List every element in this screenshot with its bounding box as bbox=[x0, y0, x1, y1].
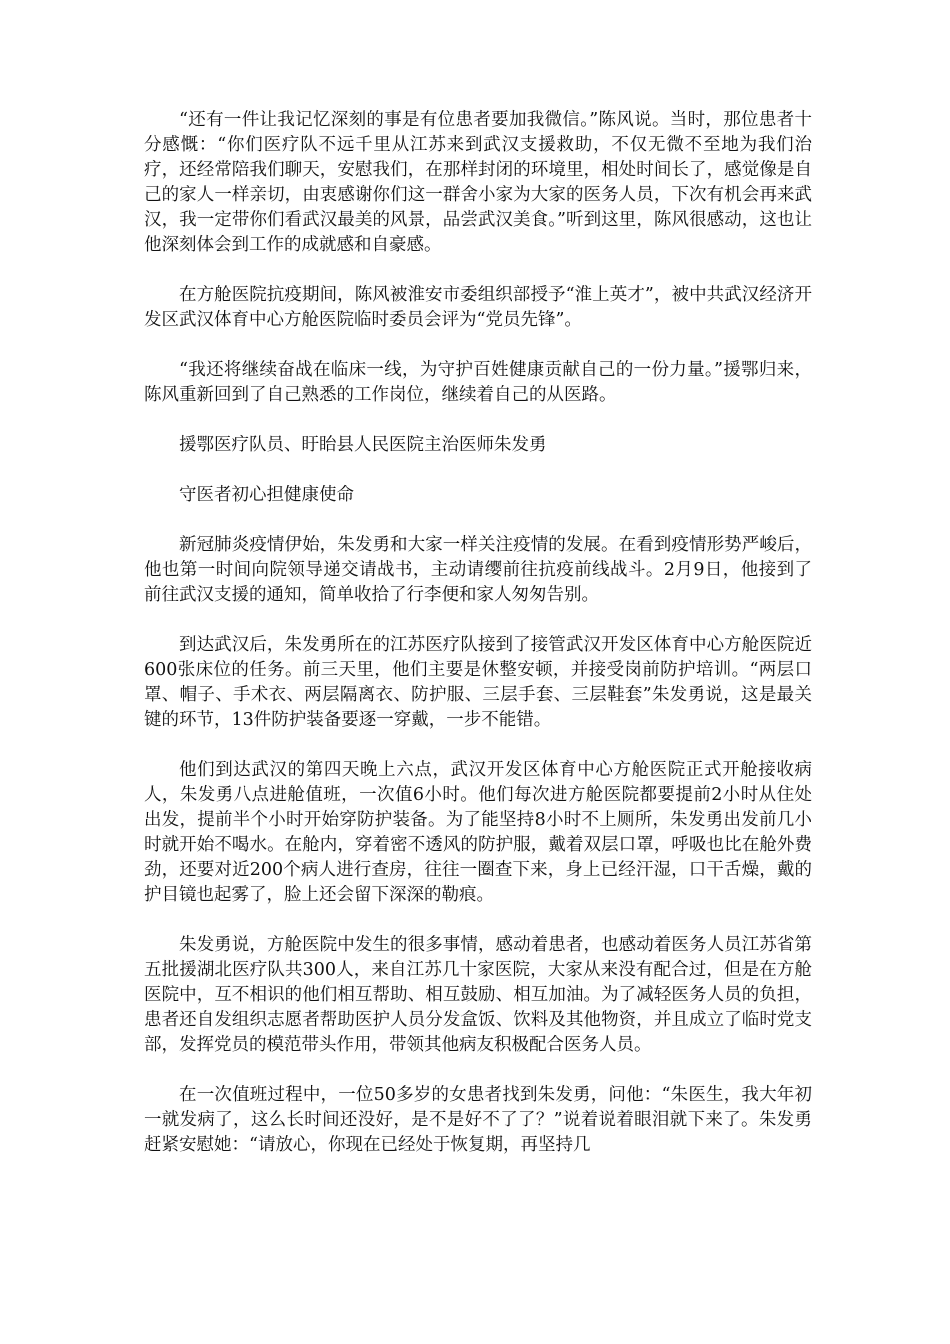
paragraph-patient-wechat: “还有一件让我记忆深刻的事是有位患者要加我微信。”陈风说。当时，那位患者十分感慨：“你们医疗队不远千里从江苏来到武汉支援救助，不仅无微不至地为我们治疗，还经常陪我们聊天，安慰我们，在那样封闭的环境里，相处时间长了，感觉像是自己的家人一样亲切，由衷感谢你们这一群舍小家为大家的医务人员，下次有机会再来武汉，我一定带你们看武汉最美的风景，品尝武汉美食。”听到这里，陈风很感动，这也让他深刻体会到工作的成就感和自豪感。 bbox=[144, 110, 812, 255]
document-body bbox=[144, 108, 812, 1183]
paragraph-outbreak: 新冠肺炎疫情伊始，朱发勇和大家一样关注疫情的发展。在看到疫情形势严峻后，他也第一时间向院领导递交请战书，主动请缨前往抗疫前线战斗。2月9日，他接到了前往武汉支援的通知，简单收拾了行李便和家人匆匆告别。 bbox=[144, 535, 812, 605]
paragraph-shift: 他们到达武汉的第四天晚上六点，武汉开发区体育中心方舱医院正式开舱接收病人，朱发勇八点进舱值班，一次值6小时。他们每次进方舱医院都要提前2小时从住处出发，提前半个小时开始穿防护装备。为了能坚持8小时不上厕所，朱发勇出发前几小时就开始不喝水。在舱内，穿着密不透风的防护服，戴着双层口罩，呼吸也比在舱外费劲，还要对近200个病人进行查房，往往一圈查下来，身上已经汗湿，口干舌燥，戴的护目镜也起雾了，脸上还会留下深深的勒痕。 bbox=[144, 760, 812, 905]
paragraph-honors: 在方舱医院抗疫期间，陈风被淮安市委组织部授予“淮上英才”，被中共武汉经济开发区武汉体育中心方舱医院临时委员会评为“党员先锋”。 bbox=[144, 285, 812, 330]
paragraph-female-patient: 在一次值班过程中，一位50多岁的女患者找到朱发勇，问他：“朱医生，我大年初一就发病了，这么长时间还没好，是不是好不了了？”说着说着眼泪就下来了。朱发勇赶紧安慰她：“请放心，你现在已经处于恢复期，再坚持几 bbox=[144, 1085, 812, 1155]
paragraph-cooperation: 朱发勇说，方舱医院中发生的很多事情，感动着患者，也感动着医务人员江苏省第五批援湖北医疗队共300人，来自江苏几十家医院，大家从来没有配合过，但是在方舱医院中，互不相识的他们相互帮助、相互鼓励、相互加油。为了减轻医务人员的负担，患者还自发组织志愿者帮助医护人员分发盒饭、饮料及其他物资，并且成立了临时党支部，发挥党员的模范带头作用，带领其他病友积极配合医务人员。 bbox=[144, 935, 812, 1055]
section-heading: 守医者初心担健康使命 bbox=[179, 485, 354, 505]
section-subject-title: 援鄂医疗队员、盱眙县人民医院主治医师朱发勇 bbox=[179, 435, 547, 455]
paragraph-return: “我还将继续奋战在临床一线，为守护百姓健康贡献自己的一份力量。”援鄂归来，陈风重新回到了自己熟悉的工作岗位，继续着自己的从医路。 bbox=[144, 360, 812, 405]
paragraph-arrival: 到达武汉后，朱发勇所在的江苏医疗队接到了接管武汉开发区体育中心方舱医院近600张床位的任务。前三天里，他们主要是休整安顿，并接受岗前防护培训。“两层口罩、帽子、手术衣、两层隔离衣、防护服、三层手套、三层鞋套”朱发勇说，这是最关键的环节，13件防护装备要逐一穿戴，一步不能错。 bbox=[144, 635, 812, 730]
